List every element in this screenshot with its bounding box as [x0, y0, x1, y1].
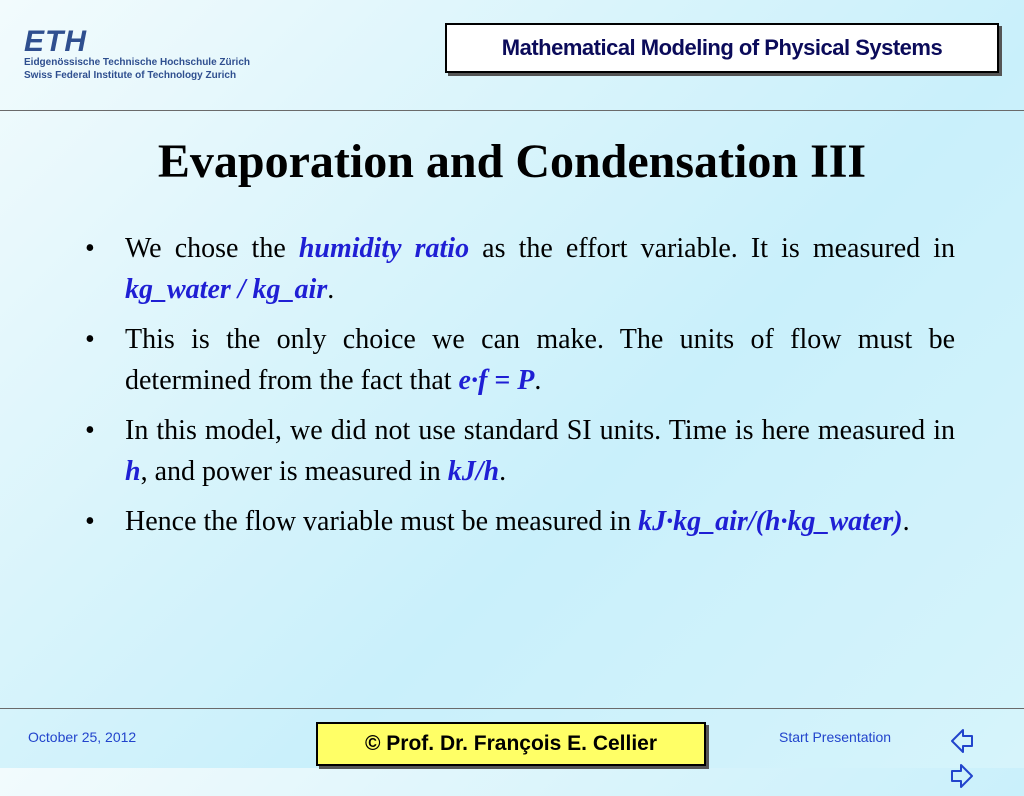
bullet-text: In this model, we did not use standard SI units. Time is here measured in — [125, 415, 955, 446]
bullet-text: . — [327, 274, 335, 305]
bullet-item — [85, 501, 955, 542]
bullet-highlight: kJ·kg_air/(h·kg_water) — [638, 506, 903, 537]
bullet-text: , and power is measured in — [140, 456, 448, 487]
eth-logo-line-2: Swiss Federal Institute of Technology Zurich — [24, 70, 237, 81]
footer-date: October 25, 2012 — [28, 729, 137, 745]
bullet-text: . — [534, 365, 542, 396]
right-arrow-icon[interactable] — [950, 761, 974, 796]
bullet-highlight: e·f = P — [458, 365, 535, 396]
bullet-text: We chose the — [125, 233, 299, 264]
bullet-highlight: kJ/h — [447, 456, 500, 487]
bullet-highlight: h — [125, 456, 141, 487]
slide-navigation — [950, 726, 1000, 758]
bullet-text: . — [902, 506, 910, 537]
bullet-item — [85, 319, 955, 401]
start-presentation-link[interactable]: Start Presentation — [779, 729, 892, 745]
slide-title: Evaporation and Condensation III — [157, 135, 867, 188]
bullet-text: as the effort variable. It is measured in — [469, 233, 955, 264]
bullet-highlight: humidity ratio — [298, 233, 470, 264]
eth-logo-mark: ETH — [24, 25, 87, 58]
bullet-text: . — [499, 456, 507, 487]
bullet-highlight: kg_water / kg_air — [125, 274, 328, 305]
author-box: © Prof. Dr. François E. Cellier — [316, 722, 706, 766]
bullet-list — [85, 228, 955, 551]
header-divider — [0, 110, 1024, 111]
left-arrow-icon[interactable] — [950, 726, 974, 761]
bullet-item — [85, 410, 955, 492]
bullet-text: This is the only choice we can make. The units of flow must be determined from the fact that — [125, 324, 955, 396]
bullet-text: Hence the flow variable must be measured in — [125, 506, 639, 537]
course-title-box: Mathematical Modeling of Physical Systems — [445, 23, 999, 73]
eth-logo-line-1: Eidgenössische Technische Hochschule Zürich — [24, 57, 250, 68]
bullet-item — [85, 228, 955, 310]
footer-divider — [0, 708, 1024, 709]
eth-logo — [24, 25, 250, 82]
